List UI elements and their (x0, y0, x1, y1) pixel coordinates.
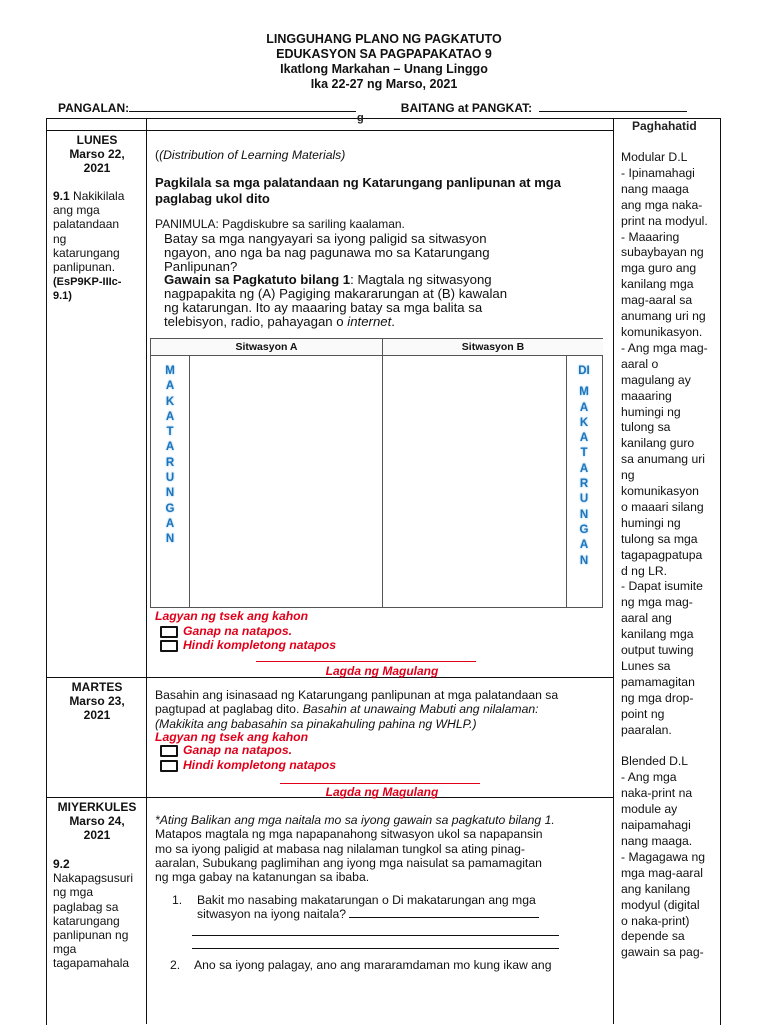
delivery-line: - Magagawa ng (621, 849, 706, 864)
delivery-line: output tuwing (621, 643, 694, 658)
sitwasyon-a-area[interactable] (189, 355, 383, 607)
delivery-line: module ay (621, 802, 678, 817)
delivery-line: nang maaga. (621, 833, 693, 848)
checkbox-icon[interactable] (160, 745, 178, 757)
checkbox-instruction-lunes: Lagyan ng tsek ang kahon (155, 609, 309, 623)
delivery-line: pamamagitan (621, 674, 695, 689)
day-martes: MARTES Marso 23, 2021 (69, 680, 125, 722)
delivery-line: Blended D.L (621, 754, 689, 769)
delivery-line: subaybayan ng (621, 245, 704, 260)
parent-signature-lunes: Lagda ng Magulang (325, 664, 439, 678)
col-divider-1 (146, 118, 147, 1024)
competency-lunes: 9.1 Nakikilala ang mga palatandaan ng katarungang panlipunan. (EsP9KP-IIIc- 9.1) (53, 189, 143, 304)
checkbox-done-martes[interactable]: Ganap na natapos. (160, 743, 610, 757)
delivery-line: kanilang guro (621, 436, 695, 451)
quarter-title: Ikatlong Markahan – Unang Linggo (280, 62, 488, 76)
delivery-line: sa anumang uri (621, 452, 706, 467)
delivery-line: mag-aaral sa (621, 293, 693, 308)
delivery-line: mga mag-aaral (621, 865, 703, 880)
delivery-line: ng mga drop- (621, 690, 694, 705)
delivery-line: naipamahagi (621, 818, 691, 833)
situation-table (150, 338, 603, 608)
checkbox-icon[interactable] (160, 640, 178, 652)
sitwasyon-b-area[interactable] (382, 355, 567, 607)
delivery-line: o maaari silang (621, 499, 704, 514)
delivery-line: kanilang mga (621, 277, 694, 292)
delivery-line: - Ang mga (621, 770, 677, 785)
day-miyerkules: MIYERKULES Marso 24, 2021 (57, 800, 137, 842)
delivery-line: ang mga naka- (621, 197, 703, 212)
panimula: PANIMULA: Pagdiskubre sa sariling kaalaman. (155, 217, 405, 231)
delivery-line: kanilang mga (621, 627, 694, 642)
distribution-note: ((Distribution of Learning Materials) (155, 148, 346, 162)
checkbox-icon[interactable] (160, 760, 178, 772)
delivery-line: komunikasyon. (621, 324, 703, 339)
delivery-line: Modular D.L (621, 150, 688, 164)
intro-paragraph: Batay sa mga nangyayari sa iyong paligid sa sitwasyon ngayon, ano nga ba nag pagunawa mo sa Katarungang Panlipunan? Gawain sa Pagkatuto bilang 1: Magtala ng sitwasyong nagpapakita ng (A) Pagiging makararungan at (B) kawalan ng katarungan. Ito ay maaaring batay sa mga balita sa telebisyon, radio, pahayagan o internet. (164, 231, 508, 329)
delivery-line (621, 739, 713, 755)
delivery-line: humingi ng (621, 404, 681, 419)
delivery-line: aaral ang (621, 611, 672, 626)
question-2: Ano sa iyong palagay, ano ang mararamdaman mo kung ikaw ang (194, 958, 552, 972)
competency-miyerkules: 9.2 Nakapagsusuri ng mga paglabag sa katarungang panlipunan ng mga tagapamahala (53, 857, 134, 971)
question-1: Bakit mo nasabing makatarungan o Di makatarungan ang mga sitwasyon na iyong naitala? (197, 893, 597, 922)
delivery-line: - Ang mga mag- (621, 340, 708, 355)
delivery-line: print na modyul. (621, 213, 708, 228)
answer-line[interactable] (349, 907, 539, 918)
checkbox-incomplete-lunes[interactable]: Hindi kompletong natapos (160, 638, 610, 652)
competency-code: (EsP9KP-IIIc- (53, 276, 122, 289)
delivery-line: tulong sa mga (621, 531, 698, 546)
delivery-line: mga guro ang (621, 261, 697, 276)
delivery-line: maaaring (621, 388, 672, 403)
delivery-line: - Ipinamahagi (621, 165, 695, 180)
di-makatarungan-vertical-label: DI M A K A T A R U N G A N (578, 365, 590, 567)
delivery-line: point ng (621, 706, 665, 721)
delivery-line: magulang ay (621, 372, 691, 387)
miyerkules-intro: *Ating Balikan ang mga naitala mo sa iyong gawain sa pagkatuto bilang 1. Matapos magtala ng mga napapanahong sitwasyon ukol sa napapansin mo sa iyong paligid at mabasa nag nilalaman tungkol sa ating pinag- aaralan, Subukang paglimihan ang iyong mga naisulat sa pamamagitan ng mga gabay na katanungan sa ibaba. (155, 813, 555, 885)
checkbox-instruction-martes: Lagyan ng tsek ang kahon (155, 730, 309, 744)
delivery-line: Lunes sa (621, 659, 671, 673)
sitwasyon-b-header: Sitwasyon B (382, 339, 603, 356)
question-1-number: 1. (172, 893, 183, 907)
sitwasyon-a-header: Sitwasyon A (151, 339, 382, 356)
checkbox-done-lunes[interactable]: Ganap na natapos. (160, 624, 610, 638)
parent-signature-martes: Lagda ng Magulang (325, 785, 439, 799)
checkbox-icon[interactable] (160, 626, 178, 638)
delivery-line: ng (621, 468, 635, 483)
delivery-line: modyul (digital (621, 897, 700, 912)
delivery-line: naka-print na (621, 786, 693, 801)
martes-instructions: Basahin ang isinasaad ng Katarungang panlipunan at mga palatandaan sa pagtupad at paglabag dito. Basahin at unawaing Mabuti ang nilalaman: (Makikita ang babasahin sa pinakahuling pahina ng WHLP.) (155, 688, 559, 731)
delivery-line: depende sa (621, 929, 685, 944)
row-divider-header-mid (146, 130, 613, 131)
delivery-line: anumang uri ng (621, 309, 706, 324)
checkbox-incomplete-martes[interactable]: Hindi kompletong natapos (160, 758, 610, 772)
name-bar (58, 100, 687, 115)
clipped-header-text: g (357, 112, 364, 124)
grade-label: BAITANG at PANGKAT: (400, 101, 533, 115)
row-divider-header (46, 130, 146, 131)
grade-blank[interactable] (539, 100, 687, 112)
signature-line-lunes[interactable] (256, 661, 476, 662)
delivery-line: tagapagpatupa (621, 547, 703, 562)
answer-line[interactable] (192, 935, 559, 936)
question-2-number: 2. (170, 958, 181, 972)
lesson-title: Pagkilala sa mga palatandaan ng Katarungang panlipunan at mga paglabag ukol dito (155, 175, 561, 206)
delivery-line: - Maaaring (621, 229, 680, 244)
delivery-line: komunikasyon (621, 484, 699, 499)
answer-line[interactable] (192, 948, 559, 949)
name-label: PANGALAN: (58, 101, 130, 115)
subject-title: EDUKASYON SA PAGPAPAKATAO 9 (276, 47, 492, 61)
delivery-line: nang maaga (621, 181, 689, 196)
day-lunes: LUNES Marso 22, 2021 (69, 133, 125, 175)
makatarungan-vertical-label: M A K A T A R U N G A N (165, 365, 175, 546)
delivery-line: ang kanilang (621, 881, 691, 896)
name-blank[interactable] (129, 100, 356, 112)
delivery-header: Paghahatid (632, 119, 697, 133)
plan-title: LINGGUHANG PLANO NG PAGKATUTO (266, 32, 502, 46)
delivery-line: d ng LR. (621, 563, 668, 578)
delivery-line: aaral o (621, 356, 659, 371)
delivery-line: paaralan. (621, 722, 672, 737)
delivery-line: - Dapat isumite (621, 579, 703, 594)
delivery-line: o naka-print) (621, 913, 690, 928)
delivery-line: humingi ng (621, 515, 681, 530)
date-range: Ika 22-27 ng Marso, 2021 (310, 77, 458, 91)
signature-line-martes[interactable] (280, 783, 480, 784)
delivery-mode-text (621, 150, 713, 961)
delivery-line: gawain sa pag- (621, 945, 704, 960)
delivery-line: ng mga mag- (621, 595, 693, 610)
delivery-line: tulong sa (621, 420, 671, 435)
